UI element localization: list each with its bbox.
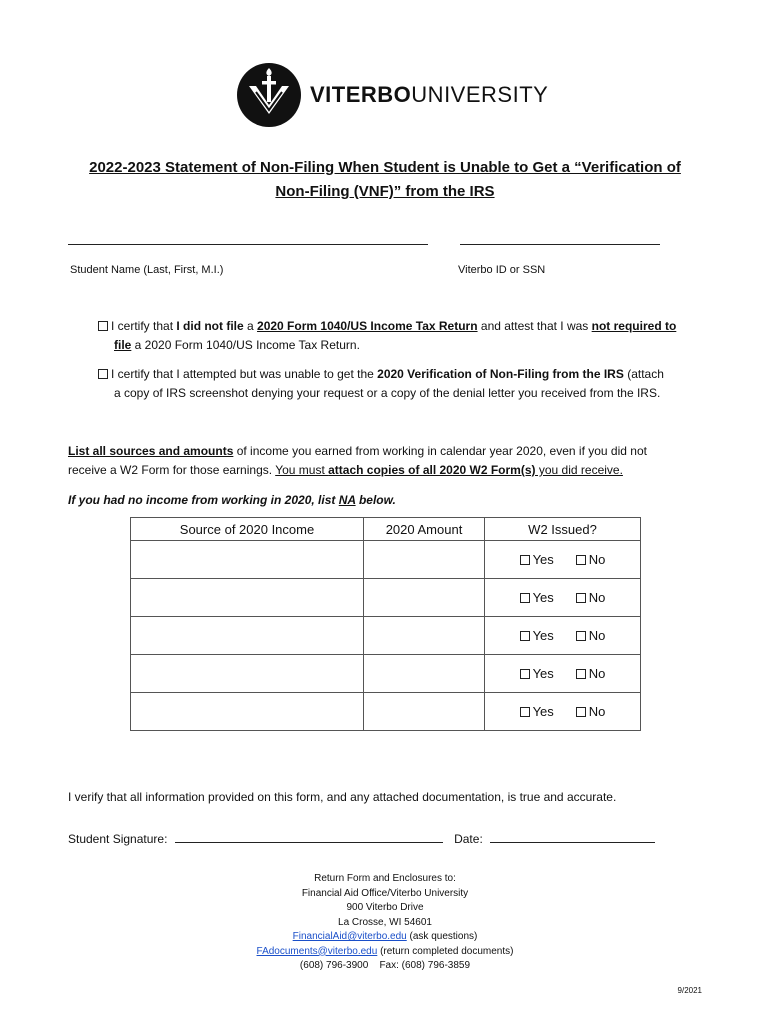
source-cell[interactable]	[131, 541, 364, 579]
signature-row	[68, 830, 708, 849]
certify-not-filed: I certify that I did not file a 2020 Form 1040/US Income Tax Return and attest that I was not required to file a 2020 Form 1040/US Income Tax Return.	[98, 317, 708, 355]
page-title: 2022-2023 Statement of Non-Filing When Student is Unable to Get a “Verification of Non-Filing (VNF)” from the IRS	[89, 159, 681, 200]
w2-cell	[485, 617, 641, 655]
table-row	[131, 693, 641, 731]
header-w2: W2 Issued?	[485, 518, 641, 541]
header-amount: 2020 Amount	[364, 518, 485, 541]
viterbo-seal-icon	[236, 62, 302, 128]
w2-no-option[interactable]: No	[576, 552, 606, 567]
verify-statement: I verify that all information provided on this form, and any attached documentation, is true and accurate.	[68, 790, 617, 804]
w2-cell	[485, 541, 641, 579]
source-cell[interactable]	[131, 655, 364, 693]
w2-no-checkbox[interactable]	[576, 707, 586, 717]
w2-yes-option[interactable]: Yes	[520, 628, 554, 643]
w2-yes-option[interactable]: Yes	[520, 552, 554, 567]
financial-aid-email-link[interactable]: FinancialAid@viterbo.edu	[292, 931, 407, 942]
table-row	[131, 617, 641, 655]
signature-label: Student Signature:	[68, 832, 168, 846]
w2-no-option[interactable]: No	[576, 590, 606, 605]
date-label: Date:	[454, 832, 483, 846]
date-field[interactable]	[490, 842, 655, 843]
source-cell[interactable]	[131, 617, 364, 655]
table-row	[131, 541, 641, 579]
w2-yes-checkbox[interactable]	[520, 707, 530, 717]
certify-unable-vnf-checkbox[interactable]	[98, 369, 108, 379]
w2-yes-checkbox[interactable]	[520, 555, 530, 565]
amount-cell[interactable]	[364, 579, 485, 617]
w2-cell	[485, 579, 641, 617]
table-row	[131, 579, 641, 617]
w2-yes-checkbox[interactable]	[520, 669, 530, 679]
sources-instructions: List all sources and amounts of income you earned from working in calendar year 2020, even if you did not receive a W2 Form for those earnings. You must attach copies of all 2020 W2 Form(s) you did receive.	[68, 444, 647, 477]
source-cell[interactable]	[131, 579, 364, 617]
w2-yes-option[interactable]: Yes	[520, 666, 554, 681]
logo-wordmark: VITERBOUNIVERSITY	[310, 82, 549, 107]
w2-yes-checkbox[interactable]	[520, 593, 530, 603]
w2-no-option[interactable]: No	[576, 666, 606, 681]
viterbo-id-label: Viterbo ID or SSN	[458, 264, 546, 276]
signature-field[interactable]	[175, 842, 443, 843]
return-address: Return Form and Enclosures to: Financial Aid Office/Viterbo University 900 Viterbo Drive La Crosse, WI 54601 FinancialAid@viterbo.edu (ask questions) FAdocuments@viterbo.edu (return completed documents) (608) 796-3900 Fax: (608) 796-3859	[256, 873, 514, 971]
phone-number: (608) 796-3900	[299, 960, 369, 971]
table-row	[131, 655, 641, 693]
w2-no-checkbox[interactable]	[576, 593, 586, 603]
w2-yes-checkbox[interactable]	[520, 631, 530, 641]
university-logo	[236, 62, 548, 128]
viterbo-id-field[interactable]	[460, 244, 660, 245]
table-header-row	[131, 518, 641, 541]
amount-cell[interactable]	[364, 541, 485, 579]
w2-cell	[485, 693, 641, 731]
w2-no-option[interactable]: No	[576, 628, 606, 643]
student-name-label: Student Name (Last, First, M.I.)	[70, 264, 224, 276]
student-name-field[interactable]	[68, 244, 428, 245]
w2-no-checkbox[interactable]	[576, 631, 586, 641]
w2-no-checkbox[interactable]	[576, 555, 586, 565]
certify-not-filed-checkbox[interactable]	[98, 321, 108, 331]
no-income-instruction: If you had no income from working in 2020, list NA below.	[68, 493, 396, 507]
fa-documents-email-link[interactable]: FAdocuments@viterbo.edu	[256, 945, 378, 957]
revision-date: 9/2021	[677, 986, 702, 995]
w2-no-option[interactable]: No	[576, 704, 606, 719]
w2-no-checkbox[interactable]	[576, 669, 586, 679]
w2-yes-option[interactable]: Yes	[520, 704, 554, 719]
header-source: Source of 2020 Income	[131, 518, 364, 541]
income-table	[130, 517, 641, 731]
amount-cell[interactable]	[364, 655, 485, 693]
fax-number: Fax: (608) 796-3859	[379, 960, 471, 971]
amount-cell[interactable]	[364, 693, 485, 731]
certify-unable-vnf: I certify that I attempted but was unable to get the 2020 Verification of Non-Filing from the IRS (attach a copy of IRS screenshot denying your request or a copy of the denial letter you received from the IRS.	[98, 365, 708, 403]
w2-yes-option[interactable]: Yes	[520, 590, 554, 605]
w2-cell	[485, 655, 641, 693]
source-cell[interactable]	[131, 693, 364, 731]
amount-cell[interactable]	[364, 617, 485, 655]
